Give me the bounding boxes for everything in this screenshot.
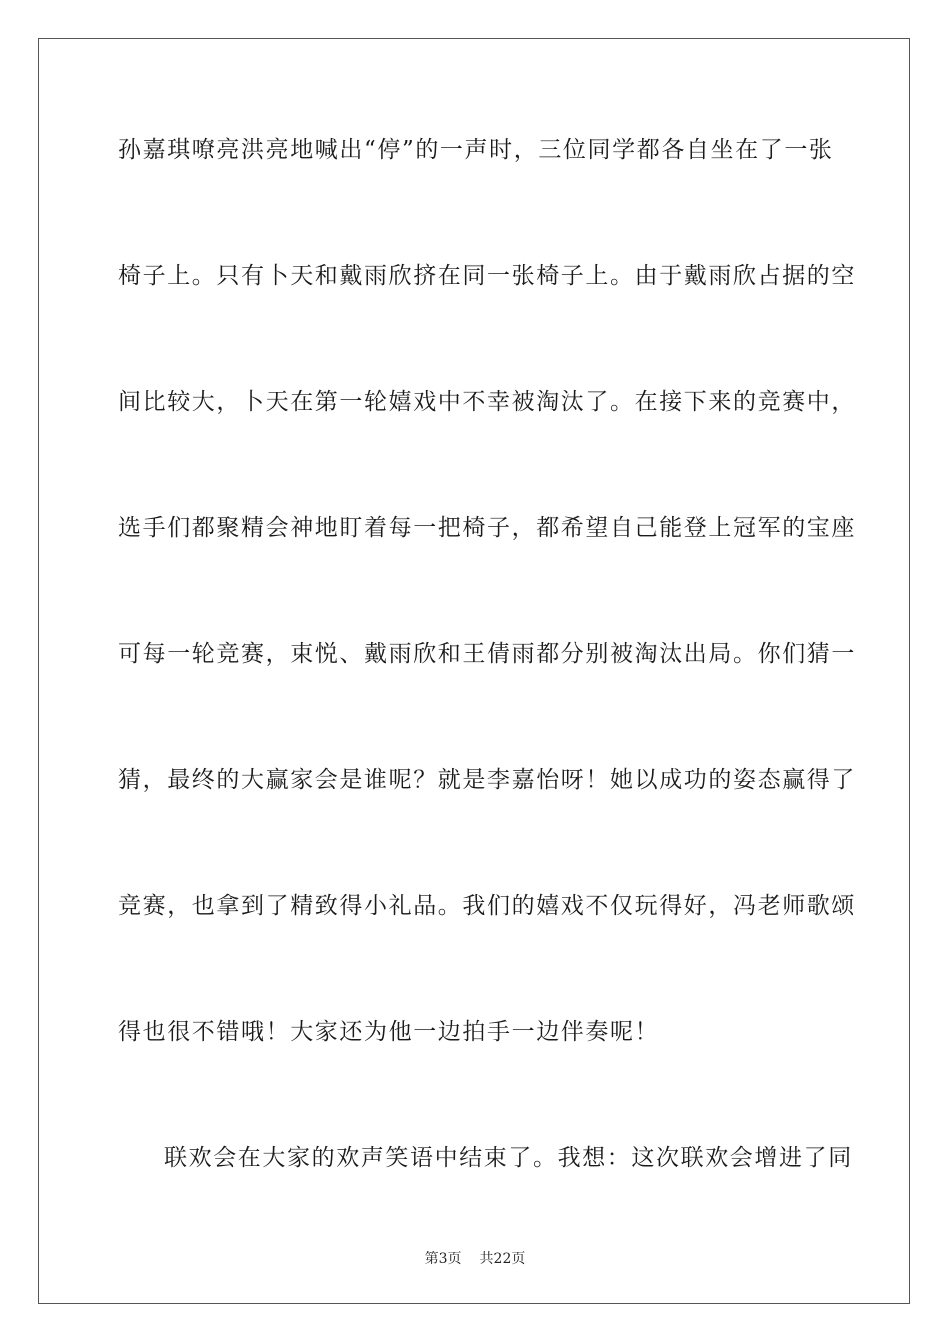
text-line: 选手们都聚精会神地盯着每一把椅子，都希望自己能登上冠军的宝座 bbox=[118, 515, 856, 541]
page-number: 第3页 bbox=[424, 1251, 462, 1267]
text-line: 可每一轮竞赛，束悦、戴雨欣和王倩雨都分别被淘汰出局。你们猜一 bbox=[118, 641, 856, 667]
document-body bbox=[118, 118, 856, 1252]
page-total: 共22页 bbox=[479, 1251, 526, 1267]
text-line: 猜，最终的大赢家会是谁呢？就是李嘉怡呀！她以成功的姿态赢得了 bbox=[118, 767, 856, 793]
text-line: 竞赛，也拿到了精致得小礼品。我们的嬉戏不仅玩得好，冯老师歌颂 bbox=[118, 893, 856, 919]
text-line: 间比较大，卜天在第一轮嬉戏中不幸被淘汰了。在接下来的竞赛中， bbox=[118, 389, 856, 415]
text-line: 得也很不错哦！大家还为他一边拍手一边伴奏呢！ bbox=[118, 1019, 660, 1045]
text-line: 孙嘉琪嘹亮洪亮地喊出“停”的一声时，三位同学都各自坐在了一张 bbox=[118, 137, 834, 163]
text-line-paragraph-start: 联欢会在大家的欢声笑语中结束了。我想：这次联欢会增进了同 bbox=[164, 1145, 853, 1171]
text-line: 椅子上。只有卜天和戴雨欣挤在同一张椅子上。由于戴雨欣占据的空 bbox=[118, 263, 856, 289]
page-footer bbox=[0, 1248, 950, 1268]
